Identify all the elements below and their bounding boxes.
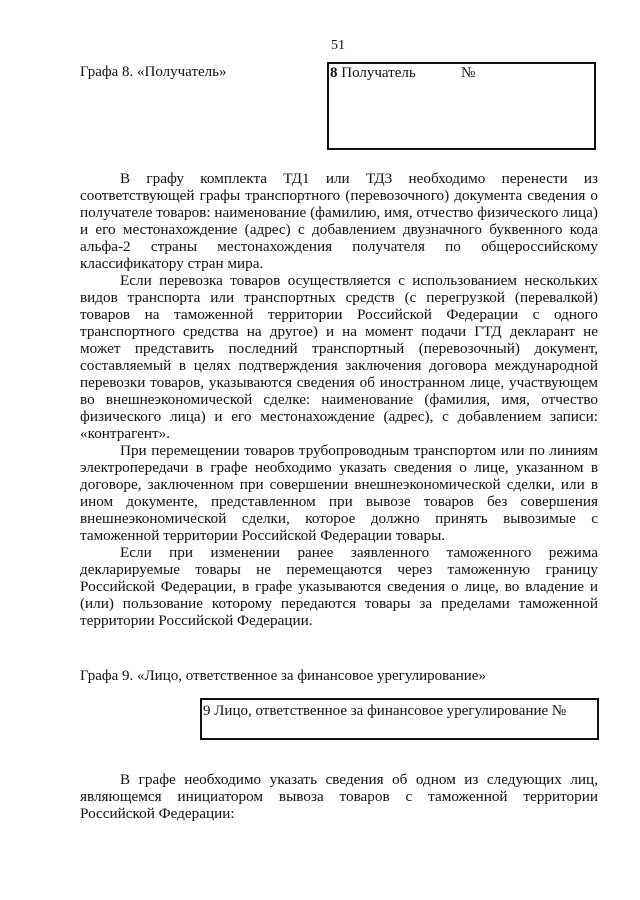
page-number: 51 [331,38,345,53]
box-8-label: Получатель [341,65,416,81]
section-8-body [80,170,598,629]
form-box-8-recipient [327,62,596,150]
paragraph: В графу комплекта ТД1 или ТД3 необходимо перенести из соответствующей графы транспортного (перевозочного) документа сведения о получателе товаров: наименование (фамилию, имя, отчество физического лица) и его местонахождение (адрес) с добавлением двузначного буквенного кода альфа-2 страны местонахождения получателя по общероссийскому классификатору стран мира. [80,170,598,272]
paragraph: При перемещении товаров трубопроводным транспортом или по линиям электропередачи в графе необходимо указать сведения о лице, указанном в договоре, заключенном при совершении внешнеэкономической сделки, или в ином документе, представленном при вывозе товаров без совершения внешнеэкономической сделки, которое должно принять вывозимые с таможенной территории Российской Федерации товары. [80,442,598,544]
paragraph: Если при изменении ранее заявленного таможенного режима декларируемые товары не перемещаются через таможенную границу Российской Федерации, в графе указываются сведения о лице, во владение и (или) пользование которому передаются товары за пределами таможенной территории Российской Федерации. [80,544,598,629]
box-8-number: 8 [330,65,338,81]
box-8-title [330,65,416,82]
section-9-heading: Графа 9. «Лицо, ответственное за финансовое урегулирование» [80,668,486,684]
box-8-no-sign: № [461,65,476,81]
box-9-title [203,703,566,720]
section-8-heading: Графа 8. «Получатель» [80,64,227,80]
box-9-label: Лицо, ответственное за финансовое урегулирование № [214,703,567,719]
paragraph: Если перевозка товаров осуществляется с использованием нескольких видов транспорта или транспортных средств (с перегрузкой (перевалкой) товаров на таможенной территории Российской Федерации с одного транспортного средства на другое) и на момент подачи ГТД декларант не может представить последний транспортный (перевозочный) документ, составляемый в целях подтверждения заключения договора международной перевозки товаров, указываются сведения об иностранном лице, участвующем во внешнеэкономической сделке: наименование (фамилия, имя, отчество физического лица) и его местонахождение (адрес), с добавлением записи: «контрагент». [80,272,598,442]
section-9-body [80,771,598,822]
form-box-9-financial-party [200,698,599,740]
paragraph: В графе необходимо указать сведения об одном из следующих лиц, являющемся инициатором вывоза товаров с таможенной территории Российской Федерации: [80,771,598,822]
box-9-number: 9 [203,703,211,719]
